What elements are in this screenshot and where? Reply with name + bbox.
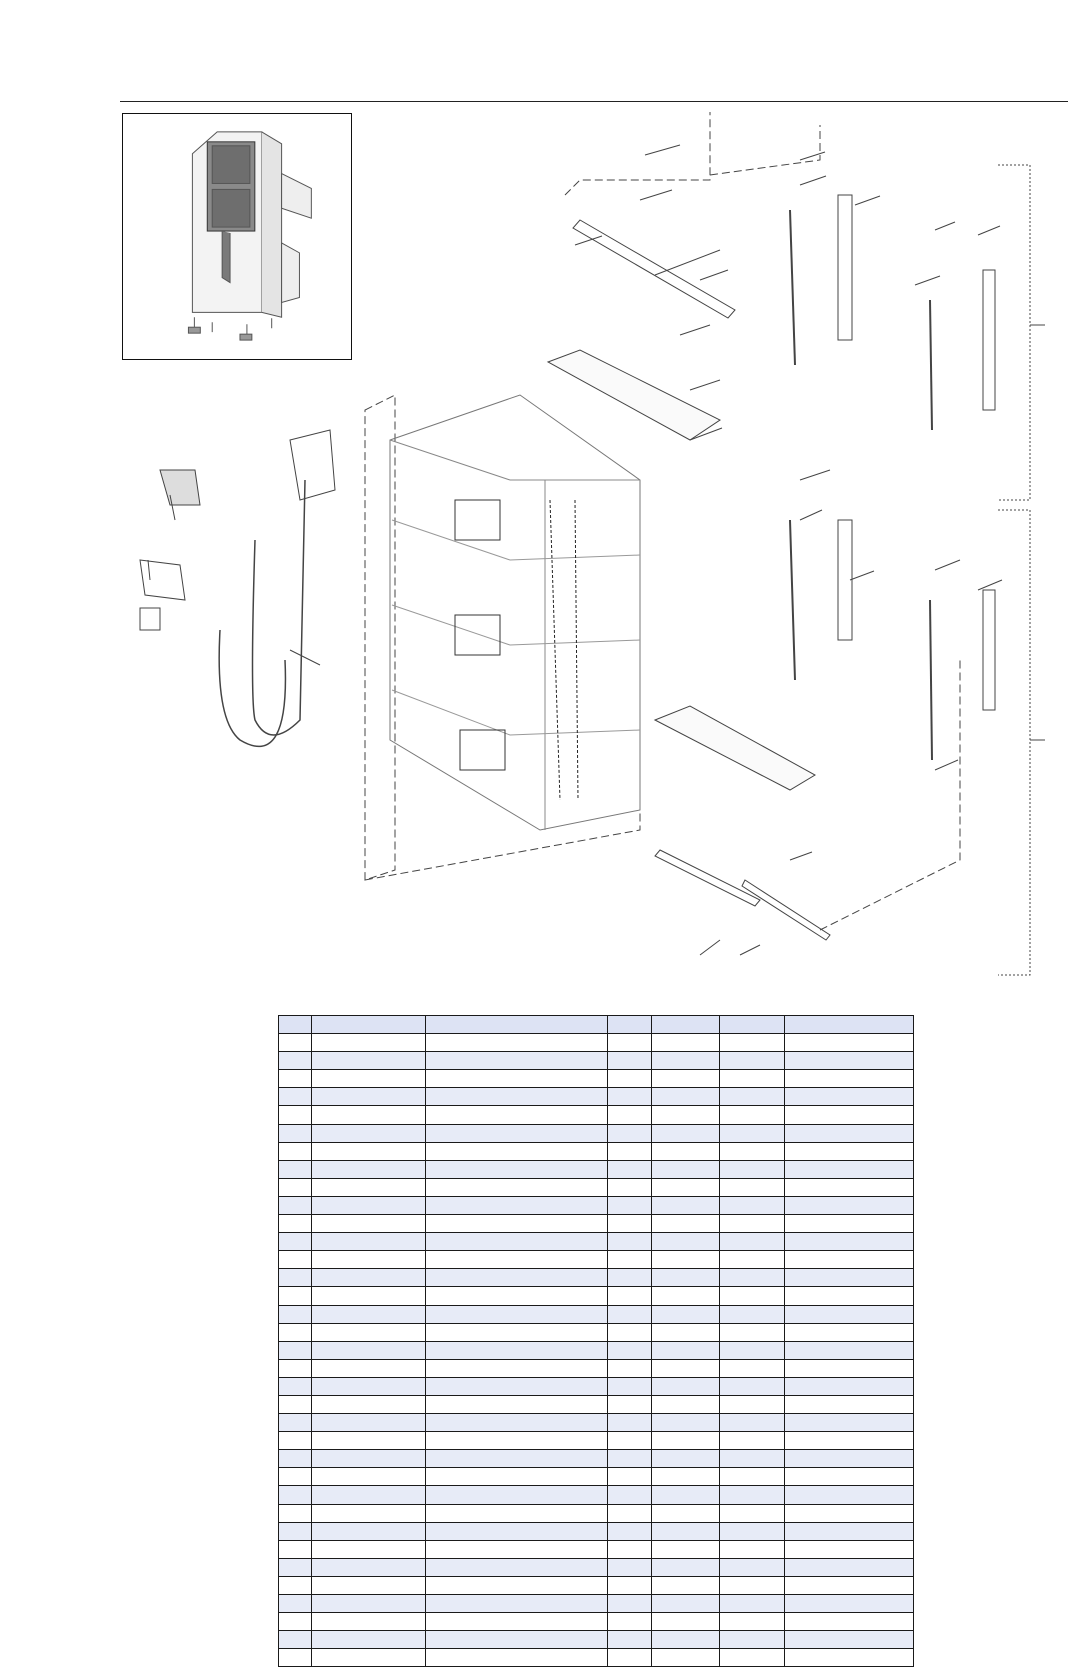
table-cell (720, 1178, 785, 1196)
table-cell (608, 1287, 652, 1305)
table-cell (652, 1414, 720, 1432)
table-cell (652, 1106, 720, 1124)
table-cell (608, 1215, 652, 1233)
table-cell (312, 1106, 426, 1124)
table-cell (312, 1359, 426, 1377)
table-cell (785, 1178, 914, 1196)
table-cell (426, 1649, 608, 1667)
table-cell (279, 1450, 312, 1468)
table-cell (720, 1504, 785, 1522)
table-cell (785, 1432, 914, 1450)
table-cell (652, 1631, 720, 1649)
table-cell (426, 1233, 608, 1251)
table-cell (652, 1160, 720, 1178)
table-row (279, 1649, 914, 1667)
table-cell (279, 1178, 312, 1196)
table-cell (652, 1016, 720, 1034)
table-cell (652, 1468, 720, 1486)
table-cell (426, 1269, 608, 1287)
table-cell (608, 1269, 652, 1287)
table-cell (279, 1631, 312, 1649)
table-cell (426, 1287, 608, 1305)
table-cell (720, 1269, 785, 1287)
table-cell (279, 1341, 312, 1359)
table-row (279, 1287, 914, 1305)
table-row (279, 1034, 914, 1052)
table-cell (608, 1359, 652, 1377)
table-cell (785, 1070, 914, 1088)
table-row (279, 1414, 914, 1432)
table-row (279, 1142, 914, 1160)
table-cell (785, 1504, 914, 1522)
table-cell (720, 1377, 785, 1395)
table-cell (279, 1522, 312, 1540)
table-cell (279, 1142, 312, 1160)
table-cell (785, 1269, 914, 1287)
table-cell (312, 1233, 426, 1251)
table-cell (652, 1196, 720, 1214)
table-cell (279, 1468, 312, 1486)
table-cell (720, 1595, 785, 1613)
table-cell (426, 1251, 608, 1269)
table-cell (720, 1540, 785, 1558)
table-row (279, 1377, 914, 1395)
table-cell (785, 1576, 914, 1594)
table-cell (608, 1305, 652, 1323)
table-cell (720, 1613, 785, 1631)
table-cell (652, 1305, 720, 1323)
table-cell (652, 1124, 720, 1142)
table-cell (720, 1196, 785, 1214)
table-cell (785, 1088, 914, 1106)
table-cell (720, 1359, 785, 1377)
table-cell (312, 1287, 426, 1305)
table-cell (279, 1106, 312, 1124)
table-cell (785, 1414, 914, 1432)
table-cell (608, 1504, 652, 1522)
table-cell (652, 1052, 720, 1070)
table-cell (652, 1233, 720, 1251)
table-cell (312, 1522, 426, 1540)
table-cell (426, 1486, 608, 1504)
table-cell (785, 1468, 914, 1486)
table-cell (608, 1052, 652, 1070)
table-cell (312, 1432, 426, 1450)
table-cell (608, 1468, 652, 1486)
table-cell (608, 1377, 652, 1395)
table-cell (426, 1124, 608, 1142)
table-cell (279, 1196, 312, 1214)
table-cell (426, 1178, 608, 1196)
table-cell (312, 1486, 426, 1504)
table-cell (426, 1540, 608, 1558)
table-row (279, 1251, 914, 1269)
table-cell (312, 1649, 426, 1667)
table-cell (720, 1088, 785, 1106)
table-cell (785, 1287, 914, 1305)
table-cell (652, 1540, 720, 1558)
table-cell (785, 1124, 914, 1142)
table-cell (426, 1341, 608, 1359)
table-cell (785, 1450, 914, 1468)
table-cell (312, 1178, 426, 1196)
table-cell (608, 1540, 652, 1558)
table-cell (652, 1377, 720, 1395)
table-row (279, 1432, 914, 1450)
table-cell (720, 1522, 785, 1540)
table-cell (720, 1016, 785, 1034)
table-cell (312, 1052, 426, 1070)
table-row (279, 1576, 914, 1594)
table-cell (608, 1106, 652, 1124)
table-cell (608, 1251, 652, 1269)
table-cell (785, 1142, 914, 1160)
table-cell (785, 1595, 914, 1613)
table-cell (608, 1070, 652, 1088)
table-cell (312, 1504, 426, 1522)
table-row (279, 1468, 914, 1486)
table-cell (312, 1196, 426, 1214)
table-cell (608, 1522, 652, 1540)
table-cell (426, 1450, 608, 1468)
table-row (279, 1215, 914, 1233)
table-cell (785, 1016, 914, 1034)
table-row (279, 1196, 914, 1214)
table-cell (720, 1070, 785, 1088)
table-cell (608, 1233, 652, 1251)
table-cell (279, 1287, 312, 1305)
table-cell (312, 1323, 426, 1341)
table-cell (720, 1215, 785, 1233)
table-cell (279, 1414, 312, 1432)
table-cell (785, 1251, 914, 1269)
table-cell (426, 1142, 608, 1160)
table-cell (785, 1540, 914, 1558)
table-row (279, 1558, 914, 1576)
table-cell (426, 1106, 608, 1124)
table-cell (312, 1468, 426, 1486)
table-cell (426, 1377, 608, 1395)
table-cell (652, 1287, 720, 1305)
table-cell (279, 1034, 312, 1052)
table-cell (652, 1178, 720, 1196)
parts-list-table (278, 1015, 914, 1667)
table-cell (426, 1305, 608, 1323)
table-cell (426, 1070, 608, 1088)
table-cell (652, 1251, 720, 1269)
table-cell (652, 1088, 720, 1106)
table-cell (608, 1160, 652, 1178)
table-row (279, 1088, 914, 1106)
table-cell (720, 1414, 785, 1432)
table-cell (785, 1160, 914, 1178)
table-cell (608, 1631, 652, 1649)
table-cell (312, 1160, 426, 1178)
table-row (279, 1341, 914, 1359)
table-cell (312, 1540, 426, 1558)
table-cell (426, 1504, 608, 1522)
table-row (279, 1395, 914, 1413)
table-cell (312, 1215, 426, 1233)
table-cell (720, 1124, 785, 1142)
table-cell (608, 1558, 652, 1576)
table-row (279, 1504, 914, 1522)
table-cell (608, 1341, 652, 1359)
table-cell (312, 1269, 426, 1287)
table-row (279, 1269, 914, 1287)
table-row (279, 1160, 914, 1178)
table-cell (720, 1052, 785, 1070)
table-cell (785, 1305, 914, 1323)
table-cell (279, 1558, 312, 1576)
table-cell (426, 1613, 608, 1631)
table-cell (608, 1088, 652, 1106)
table-cell (720, 1233, 785, 1251)
table-row (279, 1631, 914, 1649)
table-cell (426, 1631, 608, 1649)
table-cell (279, 1124, 312, 1142)
table-cell (312, 1305, 426, 1323)
table-cell (279, 1576, 312, 1594)
table-cell (652, 1395, 720, 1413)
table-cell (720, 1649, 785, 1667)
table-cell (426, 1595, 608, 1613)
table-cell (426, 1323, 608, 1341)
table-cell (785, 1377, 914, 1395)
table-cell (652, 1341, 720, 1359)
table-cell (312, 1450, 426, 1468)
table-cell (608, 1613, 652, 1631)
table-cell (312, 1341, 426, 1359)
table-cell (720, 1576, 785, 1594)
table-cell (279, 1504, 312, 1522)
table-cell (608, 1124, 652, 1142)
table-cell (312, 1613, 426, 1631)
table-cell (279, 1359, 312, 1377)
table-cell (720, 1251, 785, 1269)
table-cell (652, 1142, 720, 1160)
table-cell (426, 1088, 608, 1106)
table-row (279, 1124, 914, 1142)
table-cell (608, 1034, 652, 1052)
table-cell (426, 1414, 608, 1432)
table-cell (279, 1269, 312, 1287)
table-cell (720, 1486, 785, 1504)
table-cell (279, 1233, 312, 1251)
table-cell (312, 1124, 426, 1142)
table-row (279, 1613, 914, 1631)
table-cell (279, 1432, 312, 1450)
table-cell (279, 1595, 312, 1613)
table-cell (720, 1106, 785, 1124)
table-cell (785, 1341, 914, 1359)
table-cell (312, 1251, 426, 1269)
table-cell (608, 1450, 652, 1468)
table-cell (785, 1052, 914, 1070)
table-cell (312, 1088, 426, 1106)
table-cell (652, 1359, 720, 1377)
table-cell (426, 1016, 608, 1034)
table-cell (312, 1558, 426, 1576)
table-row (279, 1595, 914, 1613)
table-row (279, 1486, 914, 1504)
table-cell (652, 1070, 720, 1088)
table-row (279, 1178, 914, 1196)
table-cell (279, 1215, 312, 1233)
table-cell (312, 1070, 426, 1088)
table-cell (426, 1468, 608, 1486)
table-cell (720, 1287, 785, 1305)
table-cell (785, 1323, 914, 1341)
table-cell (785, 1233, 914, 1251)
table-cell (279, 1540, 312, 1558)
table-cell (312, 1142, 426, 1160)
table-cell (426, 1359, 608, 1377)
table-cell (720, 1468, 785, 1486)
table-cell (608, 1486, 652, 1504)
table-cell (652, 1613, 720, 1631)
table-cell (608, 1178, 652, 1196)
table-cell (608, 1595, 652, 1613)
table-cell (608, 1196, 652, 1214)
table-cell (312, 1414, 426, 1432)
table-cell (312, 1377, 426, 1395)
table-cell (785, 1649, 914, 1667)
table-cell (785, 1522, 914, 1540)
table-cell (312, 1034, 426, 1052)
table-cell (720, 1323, 785, 1341)
table-cell (652, 1432, 720, 1450)
table-cell (312, 1395, 426, 1413)
table-cell (652, 1486, 720, 1504)
table-cell (720, 1631, 785, 1649)
table-cell (279, 1486, 312, 1504)
table-row (279, 1070, 914, 1088)
table-cell (279, 1052, 312, 1070)
table-cell (652, 1323, 720, 1341)
table-cell (426, 1395, 608, 1413)
table-cell (785, 1359, 914, 1377)
table-cell (720, 1160, 785, 1178)
table-cell (279, 1016, 312, 1034)
table-cell (785, 1106, 914, 1124)
table-cell (720, 1305, 785, 1323)
table-cell (785, 1034, 914, 1052)
table-cell (426, 1034, 608, 1052)
table-cell (652, 1504, 720, 1522)
table-row (279, 1233, 914, 1251)
table-cell (279, 1613, 312, 1631)
table-cell (608, 1323, 652, 1341)
table-cell (608, 1576, 652, 1594)
table-cell (426, 1558, 608, 1576)
table-cell (279, 1160, 312, 1178)
table-cell (312, 1631, 426, 1649)
table-cell (608, 1016, 652, 1034)
table-cell (720, 1558, 785, 1576)
table-cell (720, 1341, 785, 1359)
table-cell (652, 1269, 720, 1287)
table-cell (608, 1432, 652, 1450)
table-cell (652, 1649, 720, 1667)
table-cell (785, 1631, 914, 1649)
table-cell (426, 1196, 608, 1214)
table-cell (426, 1052, 608, 1070)
table-cell (279, 1305, 312, 1323)
table-cell (720, 1034, 785, 1052)
table-cell (426, 1576, 608, 1594)
table-cell (279, 1323, 312, 1341)
table-cell (426, 1522, 608, 1540)
table-cell (652, 1450, 720, 1468)
table-cell (785, 1196, 914, 1214)
table-cell (279, 1088, 312, 1106)
table-cell (426, 1215, 608, 1233)
table-row (279, 1323, 914, 1341)
table-cell (785, 1613, 914, 1631)
table-cell (279, 1070, 312, 1088)
table-cell (652, 1558, 720, 1576)
table-cell (652, 1034, 720, 1052)
table-cell (608, 1414, 652, 1432)
table-cell (720, 1395, 785, 1413)
table-cell (608, 1649, 652, 1667)
table-cell (652, 1576, 720, 1594)
table-cell (785, 1558, 914, 1576)
table-row (279, 1106, 914, 1124)
table-cell (720, 1450, 785, 1468)
table-row (279, 1540, 914, 1558)
table-cell (426, 1432, 608, 1450)
table-row (279, 1359, 914, 1377)
table-cell (312, 1576, 426, 1594)
table-cell (426, 1160, 608, 1178)
table-cell (312, 1016, 426, 1034)
table-row (279, 1305, 914, 1323)
table-cell (312, 1595, 426, 1613)
table-cell (608, 1395, 652, 1413)
table-cell (785, 1395, 914, 1413)
table-cell (279, 1377, 312, 1395)
table-row (279, 1450, 914, 1468)
table-cell (279, 1649, 312, 1667)
table-cell (608, 1142, 652, 1160)
table-cell (652, 1595, 720, 1613)
table-cell (279, 1395, 312, 1413)
table-row (279, 1052, 914, 1070)
table-row (279, 1522, 914, 1540)
table-cell (785, 1215, 914, 1233)
table-cell (720, 1432, 785, 1450)
table-header-row (279, 1016, 914, 1034)
table-cell (652, 1215, 720, 1233)
table-cell (785, 1486, 914, 1504)
table-cell (652, 1522, 720, 1540)
table-cell (720, 1142, 785, 1160)
parts-table-body (279, 1016, 914, 1667)
table-cell (279, 1251, 312, 1269)
